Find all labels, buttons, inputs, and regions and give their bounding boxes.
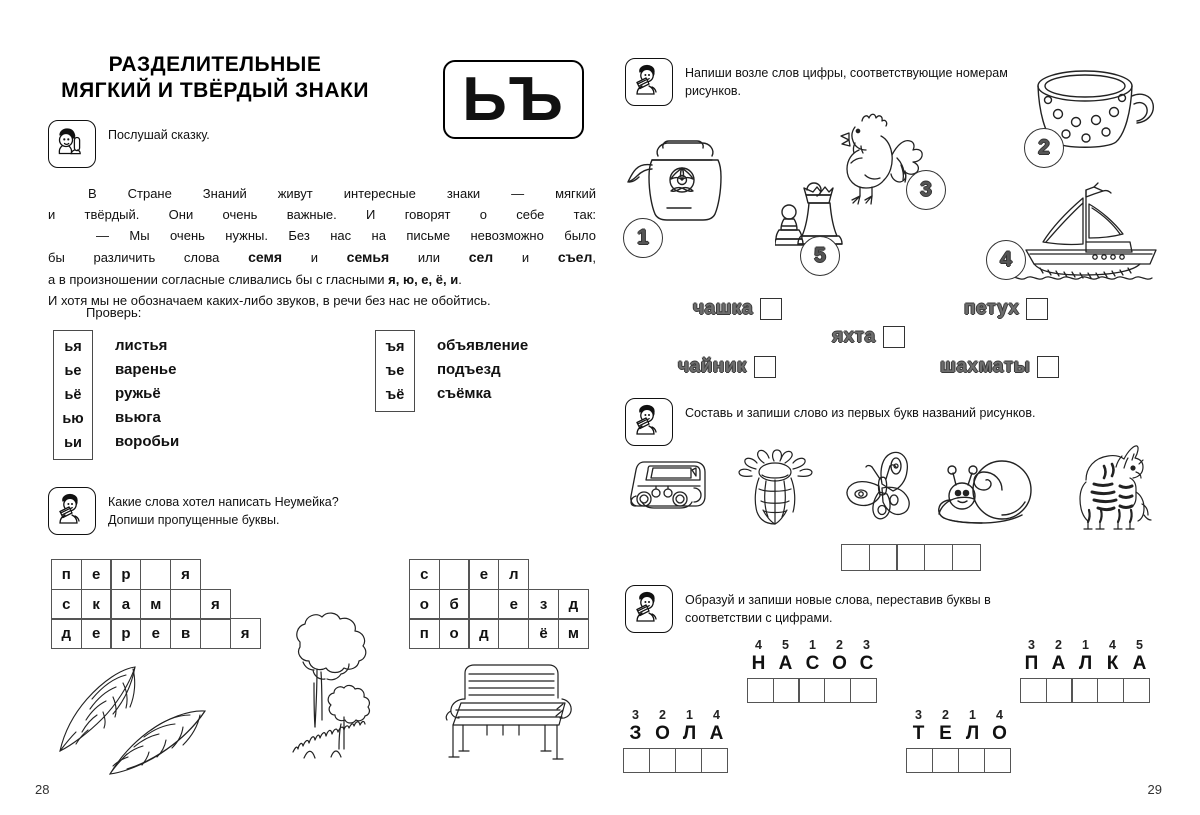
anagram-numbers: [745, 638, 880, 652]
answer-cell[interactable]: [773, 678, 800, 703]
task-anagrams-line1: Образуй и запиши новые слова, переставив буквы в: [685, 593, 991, 607]
task-listen-text: Послушай сказку.: [108, 128, 210, 142]
picture-number-circle: [986, 240, 1026, 280]
word-item: вьюга: [115, 409, 161, 426]
combo-item: ъё: [385, 387, 405, 403]
hard-sign-combos: [375, 330, 415, 412]
word-item: воробьи: [115, 433, 180, 450]
grid-cell[interactable]: с: [409, 559, 440, 590]
story-line-1: В Стране Знаний живут интересные знаки — мягкий: [88, 186, 596, 201]
grid-cell[interactable]: е: [81, 559, 112, 590]
answer-cell[interactable]: [958, 748, 985, 773]
word-item: подъезд: [437, 361, 501, 378]
grid-cell[interactable]: п: [51, 559, 82, 590]
grid-cell-empty[interactable]: [170, 589, 201, 620]
task-missing-letters: [48, 487, 568, 535]
anagram-letter: С: [859, 653, 874, 674]
anagram-numbers: [905, 708, 1013, 722]
grid-cell[interactable]: о: [409, 589, 440, 620]
answer-cell[interactable]: [1123, 678, 1150, 703]
word-item: листья: [115, 337, 168, 354]
page-number-right: 29: [1147, 782, 1162, 797]
word-checkbox-petuh: [964, 298, 1048, 320]
story-line-5: а в произношении согласные сливались бы с гласными я, ю, е, ё, и.: [48, 271, 462, 287]
anagram-letter: З: [629, 723, 642, 744]
anagram-answer-cells: [1018, 679, 1153, 703]
picture-number-circle: [800, 236, 840, 276]
bus-illustration: [628, 450, 718, 522]
grid-cell[interactable]: с: [51, 589, 82, 620]
grid-cell[interactable]: я: [170, 559, 201, 590]
anagram-letter: С: [805, 653, 820, 674]
task-anagrams: [625, 585, 1145, 633]
anagram-number: 2: [1055, 638, 1062, 652]
anagram-number: 2: [659, 708, 666, 722]
answer-checkbox[interactable]: [760, 298, 782, 320]
picture-number: 4: [1000, 248, 1012, 271]
grid-row: [52, 620, 261, 650]
page-number-left: 28: [35, 782, 50, 797]
answer-cell[interactable]: [1097, 678, 1124, 703]
zebra-illustration: [1060, 442, 1165, 532]
grid-cell[interactable]: е: [498, 589, 529, 620]
answer-cell[interactable]: [932, 748, 959, 773]
anagram-answer-cells: [745, 679, 880, 703]
combo-item: ъе: [385, 363, 405, 379]
answer-cell[interactable]: [1071, 678, 1098, 703]
anagram-answer-cells: [622, 749, 730, 773]
anagram-numbers: [1018, 638, 1153, 652]
answer-checkbox[interactable]: [1037, 356, 1059, 378]
task-first-letters: [625, 398, 1155, 446]
combo-item: ья: [64, 339, 82, 355]
grid-cell[interactable]: р: [110, 559, 141, 590]
story-text: [48, 183, 596, 311]
grid-row: [52, 590, 261, 620]
grid-cell[interactable]: п: [409, 618, 440, 649]
grid-cell[interactable]: е: [140, 618, 171, 649]
grid-cell[interactable]: в: [170, 618, 201, 649]
anagram-number: 3: [1028, 638, 1035, 652]
anagram-letter: К: [1106, 653, 1119, 674]
picture-number-circle: [906, 170, 946, 210]
butterfly-illustration: [832, 448, 937, 533]
combo-item: ъя: [385, 339, 405, 355]
picture-number: 3: [920, 178, 932, 201]
story-line-6: И хотя мы не обозначаем каких-либо звуков, в речи без нас не обойтись.: [48, 292, 491, 308]
word-label: шахматы: [940, 356, 1031, 377]
grid-cell[interactable]: я: [230, 618, 261, 649]
anagram-nasos: [745, 638, 880, 703]
right-page: [600, 0, 1200, 815]
story-line-2: и твёрдый. Они очень важные. И говорят о себе так:: [48, 207, 596, 223]
answer-cell[interactable]: [747, 678, 774, 703]
child-writing-icon: [625, 58, 673, 106]
word-checkbox-chashka: [693, 298, 782, 320]
anagram-number: 4: [996, 708, 1003, 722]
grid-cell[interactable]: е: [468, 559, 499, 590]
child-writing-icon: [625, 398, 673, 446]
grid-cell[interactable]: д: [51, 618, 82, 649]
word-label: чашка: [693, 298, 754, 319]
word-item: съёмка: [437, 385, 492, 402]
answer-cell[interactable]: [675, 748, 702, 773]
anagram-number: 4: [1109, 638, 1116, 652]
anagram-word: [1018, 653, 1153, 675]
task-first-letters-text: Составь и запиши слово из первых букв названий рисунков.: [685, 406, 1036, 420]
anagram-letter: Н: [751, 653, 766, 674]
combo-item: ьё: [64, 387, 82, 403]
anagram-letter: Л: [1078, 653, 1093, 674]
anagram-numbers: [622, 708, 730, 722]
soft-sign-words: [93, 330, 179, 460]
soft-sign-table: [53, 330, 179, 460]
grid-cell-empty[interactable]: [200, 618, 231, 649]
anagram-zola: [622, 708, 730, 773]
answer-cell[interactable]: [798, 678, 825, 703]
task-missing-letters-line1: Какие слова хотел написать Неумейка?: [108, 495, 339, 509]
anagram-number: 5: [1136, 638, 1143, 652]
answer-cell[interactable]: [841, 544, 870, 571]
page-title: [50, 52, 380, 103]
anagram-number: 1: [1082, 638, 1089, 652]
answer-cell[interactable]: [850, 678, 877, 703]
flower-illustration: [730, 445, 820, 525]
grid-cell[interactable]: б: [439, 589, 470, 620]
picture-number-circle: [1024, 128, 1064, 168]
anagram-telo: [905, 708, 1013, 773]
combo-item: ьи: [64, 435, 82, 451]
anagram-number: 2: [836, 638, 843, 652]
tree-illustration: [255, 600, 395, 765]
anagram-letter: П: [1024, 653, 1039, 674]
task-missing-letters-line2: Допиши пропущенные буквы.: [108, 513, 280, 528]
grid-cell[interactable]: д: [468, 618, 499, 649]
anagram-palka: [1018, 638, 1153, 703]
story-line-4: бы различить слова семя и семья или сел и съел,: [48, 249, 596, 266]
anagram-letter: О: [655, 723, 670, 744]
child-writing-icon: [625, 585, 673, 633]
anagram-letter: Е: [939, 723, 952, 744]
anagram-number: 1: [686, 708, 693, 722]
soft-sign-combos: [53, 330, 93, 460]
picture-number: 1: [637, 226, 649, 249]
picture-number: 2: [1038, 136, 1050, 159]
snail-illustration: [930, 452, 1040, 532]
anagram-letter: Л: [965, 723, 980, 744]
word-item: объявление: [437, 337, 529, 354]
anagram-number: 3: [915, 708, 922, 722]
check-label: Проверь:: [86, 305, 142, 320]
word-checkbox-chaynik: [678, 356, 776, 378]
answer-cell[interactable]: [984, 748, 1011, 773]
grid-row: [52, 560, 261, 590]
anagram-answer-cells: [905, 749, 1013, 773]
bench-illustration: [425, 655, 590, 775]
grid-cell-empty[interactable]: [468, 589, 499, 620]
hard-sign-words: [415, 330, 528, 412]
anagram-letter: А: [778, 653, 793, 674]
word-item: варенье: [115, 361, 177, 378]
word-grid-right: [410, 560, 589, 649]
first-letter-answer-strip: [842, 545, 981, 571]
answer-cell[interactable]: [906, 748, 933, 773]
hard-sign-table: [375, 330, 528, 412]
grid-cell[interactable]: о: [439, 618, 470, 649]
grid-row: [410, 560, 589, 590]
grid-cell[interactable]: л: [498, 559, 529, 590]
anagram-number: 4: [755, 638, 762, 652]
task-number-pictures-line2: рисунков.: [685, 84, 742, 99]
answer-checkbox[interactable]: [1026, 298, 1048, 320]
grid-cell[interactable]: к: [81, 589, 112, 620]
anagram-letter: О: [992, 723, 1007, 744]
story-line-3: — Мы очень нужны. Без нас на письме невозможно было: [96, 228, 596, 244]
answer-cell[interactable]: [924, 544, 953, 571]
grid-cell[interactable]: а: [110, 589, 141, 620]
grid-cell-empty[interactable]: [439, 559, 470, 590]
word-checkbox-shahmaty: [940, 356, 1059, 378]
picture-number: 5: [814, 244, 826, 267]
anagram-number: 3: [632, 708, 639, 722]
grid-cell[interactable]: д: [558, 589, 589, 620]
grid-cell[interactable]: м: [140, 589, 171, 620]
anagram-number: 1: [969, 708, 976, 722]
combo-item: ье: [64, 363, 82, 379]
grid-row: [410, 620, 589, 650]
word-label: яхта: [832, 326, 876, 347]
anagram-number: 5: [782, 638, 789, 652]
combo-item: ью: [62, 411, 84, 427]
child-listening-icon: [48, 120, 96, 168]
anagram-word: [745, 653, 880, 675]
word-label: чайник: [678, 356, 747, 377]
grid-cell-empty[interactable]: [498, 618, 529, 649]
grid-cell-empty[interactable]: [140, 559, 171, 590]
anagram-number: 3: [863, 638, 870, 652]
answer-cell[interactable]: [896, 544, 925, 571]
anagram-letter: О: [832, 653, 847, 674]
yacht-illustration: [1000, 178, 1185, 288]
grid-cell[interactable]: ё: [528, 618, 559, 649]
anagram-letter: А: [1132, 653, 1147, 674]
answer-cell[interactable]: [869, 544, 898, 571]
anagram-number: 4: [713, 708, 720, 722]
answer-cell[interactable]: [701, 748, 728, 773]
anagram-number: 1: [809, 638, 816, 652]
anagram-letter: А: [709, 723, 724, 744]
answer-cell[interactable]: [952, 544, 981, 571]
anagram-number: 2: [942, 708, 949, 722]
word-label: петух: [964, 298, 1020, 319]
grid-row: [410, 590, 589, 620]
soft-hard-sign-label: ЬЪ: [462, 64, 565, 134]
answer-cell[interactable]: [649, 748, 676, 773]
page-title-line2: МЯГКИЙ И ТВЁРДЫЙ ЗНАКИ: [61, 78, 369, 102]
grid-cell[interactable]: я: [200, 589, 231, 620]
answer-checkbox[interactable]: [754, 356, 776, 378]
task-listen: [48, 120, 568, 168]
word-grid-left: [52, 560, 261, 649]
task-anagrams-line2: соответствии с цифрами.: [685, 611, 833, 626]
page-title-line1: РАЗДЕЛИТЕЛЬНЫЕ: [108, 53, 322, 76]
anagram-word: [622, 723, 730, 745]
answer-cell[interactable]: [824, 678, 851, 703]
word-item: ружьё: [115, 385, 161, 402]
grid-cell[interactable]: з: [528, 589, 559, 620]
task-number-pictures-line1: Напиши возле слов цифры, соответствующие номерам: [685, 66, 1008, 80]
kettle-illustration: [622, 120, 747, 230]
word-checkbox-yahta: [832, 326, 905, 348]
anagram-letter: А: [1051, 653, 1066, 674]
answer-cell[interactable]: [1046, 678, 1073, 703]
grid-cell[interactable]: е: [81, 618, 112, 649]
grid-cell[interactable]: р: [110, 618, 141, 649]
anagram-letter: Л: [682, 723, 697, 744]
answer-checkbox[interactable]: [883, 326, 905, 348]
anagram-letter: Т: [912, 723, 925, 744]
grid-cell[interactable]: м: [558, 618, 589, 649]
picture-number-circle: [623, 218, 663, 258]
child-writing-icon: [48, 487, 96, 535]
answer-cell[interactable]: [623, 748, 650, 773]
answer-cell[interactable]: [1020, 678, 1047, 703]
anagram-word: [905, 723, 1013, 745]
feathers-illustration: [40, 655, 230, 775]
